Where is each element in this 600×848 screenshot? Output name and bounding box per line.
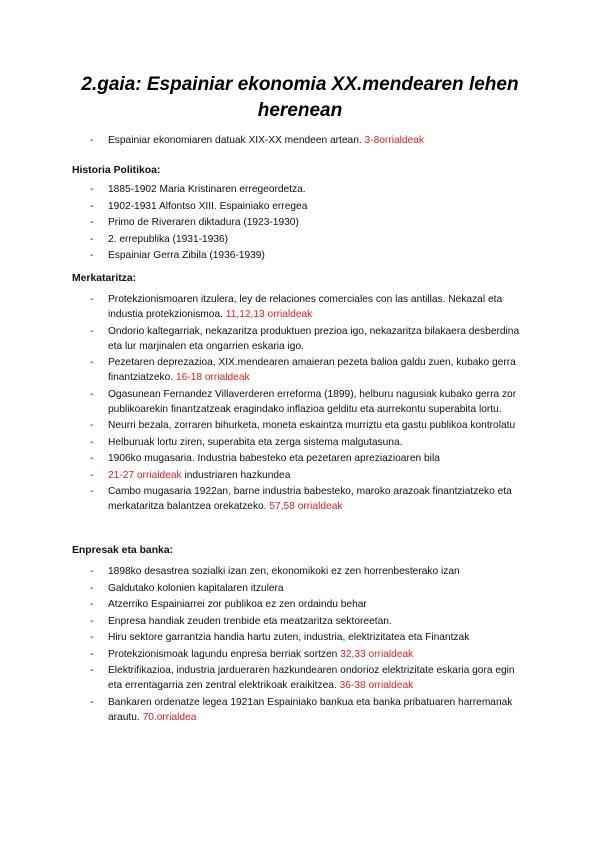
page-title: 2.gaia: Espainiar ekonomia XX.mendearen lehen herenean xyxy=(81,74,519,121)
list-item: - Protekzionismoak lagundu enpresa berriak sortzen 32,33 orrialdeak xyxy=(0,647,600,662)
list-item: - Hiru sektore garrantzia handia hartu zuten, industria, elektrizitatea eta Finantzak xyxy=(0,630,600,645)
intro-list xyxy=(0,133,600,150)
page-reference: 57,58 orrialdeak xyxy=(269,501,343,512)
page-reference: 70.orrialdea xyxy=(142,711,197,723)
list-item: - 2. errepublika (1931-1936) xyxy=(0,232,600,247)
list-item: - Cambo mugasaria 1922an, barne industria babesteko, maroko arazoak finantziatzeko eta merkataritza balantzea orekatzeko. 57,58 orrialdeak xyxy=(0,484,600,514)
list-historia xyxy=(0,182,600,265)
list-item: - Galdutako kolonien kapitalaren itzulera xyxy=(0,581,600,596)
list-item: - Atzerriko Espainiarrei zor publikoa ez zen ordaindu behar xyxy=(0,597,600,612)
list-item: - Enpresa handiak zeuden trenbide eta meatzaritza sektoreetan. xyxy=(0,614,600,629)
list-item: - Ondorio kaltegarriak, nekazaritza produktuen prezioa igo, nekazaritza bilakaera desberdina eta lur marjinalen eta ongarrien eskaria igo. xyxy=(0,324,600,354)
section-heading-merkataritza: Merkataritza: xyxy=(72,273,137,284)
list-item: - Pezetaren deprezazioa, XIX.mendearen amaieran pezeta balioa galdu zuen, kubako gerra finantziatzeko. 16-18 orrialdeak xyxy=(0,355,600,385)
section-heading-historia: Historia Politikoa: xyxy=(72,165,161,176)
list-item: - Primo de Riveraren diktadura (1923-1930) xyxy=(0,215,600,230)
list-item: - Helburuak lortu ziren, superabita eta zerga sistema malgutasuna. xyxy=(0,435,600,450)
list-item: - Neurri bezala, zorraren bihurketa, moneta eskaintza murriztu eta gastu publikoa kontrolatu xyxy=(0,418,600,433)
list-item: - 1898ko desastrea sozialki izan zen, ekonomikoki ez zen horrenbesterako izan xyxy=(0,564,600,579)
list-item: - Bankaren ordenatze legea 1921an Espainiako bankua eta banka pribatuaren harremanak arautu. 70.orrialdea xyxy=(0,695,600,725)
page-reference: 11,12,13 orrialdeak xyxy=(225,309,313,320)
page-reference: 32,33 orrialdeak xyxy=(340,648,414,660)
list-merkataritza xyxy=(0,292,600,516)
page-reference: 16-18 orrialdeak xyxy=(175,372,250,383)
list-item: - Protekzionismoaren itzulera, ley de relaciones comerciales con las antillas. Nekazal eta industia protekzionismoa. 11,12,13 orrialdeak xyxy=(0,292,600,322)
page-reference: 36-38 orrialdeak xyxy=(339,680,414,691)
list-item: - 21-27 orrialdeak industriaren hazkundea xyxy=(0,468,600,483)
section-heading-enpresak: Enpresak eta banka: xyxy=(72,545,174,556)
list-item: - Ogasunean Fernandez Villaverderen erreforma (1899), helburu nagusiak kubako gerra zor publikoarekin finantzatzeak eragindako inflazioa gelditu eta aurrekontu superabita lortu. xyxy=(0,387,600,417)
list-item: - 1906ko mugasaria. Industria babesteko eta pezetaren apreziazioaren bila xyxy=(0,451,600,466)
page-reference: 3-8orrialdeak xyxy=(364,135,425,146)
list-enpresak xyxy=(0,564,600,726)
intro-item: - Espainiar ekonomiaren datuak XIX-XX mendeen artean. 3-8orrialdeak xyxy=(0,133,600,148)
list-item: - 1885-1902 Maria Kristinaren erregeordetza. xyxy=(0,182,600,197)
list-item: - Espainiar Gerra Zibila (1936-1939) xyxy=(0,248,600,263)
page-reference: 21-27 orrialdeak xyxy=(108,469,182,481)
list-item: - Elektrifikazioa, industria jardueraren hazkundearen ondorioz elektrizitate eskaria gora egin eta errentagarria zen zentral elektrikoak eraikitzea. 36-38 orrialdeak xyxy=(0,663,600,693)
list-item: - 1902-1931 Alfontso XIII. Espainiako erregea xyxy=(0,199,600,214)
